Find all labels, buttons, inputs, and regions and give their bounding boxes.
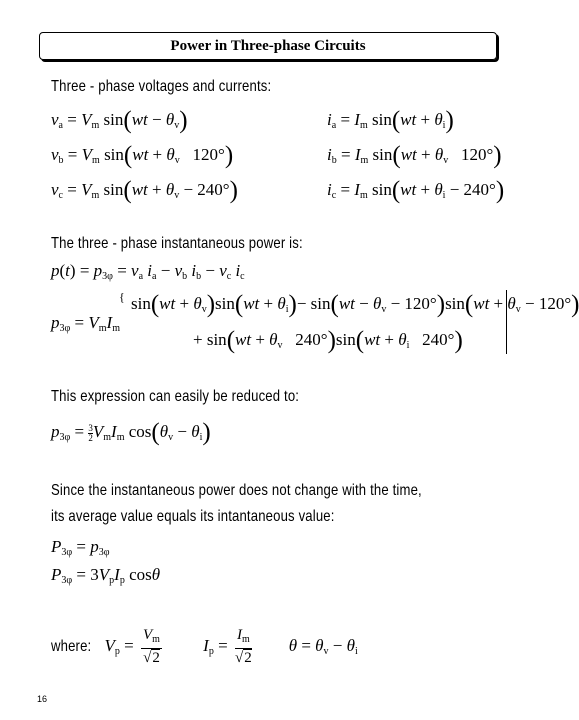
power-intro-text: The three - phase instantaneous power is:	[51, 235, 303, 252]
equation-vb: $v_b = V_m$ $\sin(wt + \theta_v$ 120°)	[51, 142, 234, 169]
equation-power-reduced: $p_{3\varphi}$ = $\frac{3}{2}V_mI_m$ $\cos(\theta_v - \theta_i)$	[51, 419, 211, 446]
equation-va: $v_a = V_m$ $\sin(wt - \theta_v)$	[51, 107, 188, 134]
equation-power-expanded-line1: $\sin(wt + \theta_v)\sin(wt + \theta_i)- \sin(wt - \theta_v - 120^\circ)\sin(wt + \theta_v - 120^\circ)$	[131, 291, 579, 318]
title-box	[39, 32, 497, 60]
equation-power-expanded-lhs: $p_{3\varphi} = V_mI_m$	[51, 313, 120, 334]
equation-power-instantaneous: $p(t) = p_{3\varphi} = v_a$ $i_a - v_b$ $i_b - v_c$ $i_c$	[51, 261, 245, 282]
constant-text-1: Since the instantaneous power does not change with the time,	[51, 482, 422, 499]
constant-text-2: its average value equals its intantaneous value:	[51, 508, 335, 525]
left-brace: {	[119, 290, 125, 304]
right-brace	[503, 290, 507, 354]
equation-average-power: $P_{3\varphi} = p_{3\varphi}$	[51, 537, 110, 558]
page-title: Power in Three-phase Circuits	[170, 37, 366, 54]
equation-ia: $i_a = I_m$ $\sin(wt + \theta_i)$	[327, 107, 454, 134]
intro-text: Three - phase voltages and currents:	[51, 78, 272, 95]
where-label: where:	[51, 637, 92, 655]
equation-power-expanded-line2: + $\sin(wt + \theta_v$ $240^\circ)\sin(wt + \theta_i$ 240°)	[193, 327, 463, 354]
page-number: 16	[37, 694, 48, 704]
equation-average-power-phase: $P_{3\varphi} = 3V_pI_p$ cosθ	[51, 565, 161, 586]
equation-vc: $v_c = V_m$ $\sin(wt + \theta_v - 240^\circ)$	[51, 177, 238, 204]
equation-ic: $i_c = I_m$ $\sin(wt + \theta_i - 240^\circ)$	[327, 177, 505, 204]
equation-definitions: where: $V_p$ = $\frac{V_m}{√2}$ $I_p$ = $\frac{I_m}{√2}$ $\theta = \theta_v - \theta_i$	[51, 627, 358, 666]
reduce-text: This expression can easily be reduced to:	[51, 388, 300, 405]
equation-ib: $i_b = I_m$ $\sin(wt + \theta_v$ 120°)	[327, 142, 502, 169]
